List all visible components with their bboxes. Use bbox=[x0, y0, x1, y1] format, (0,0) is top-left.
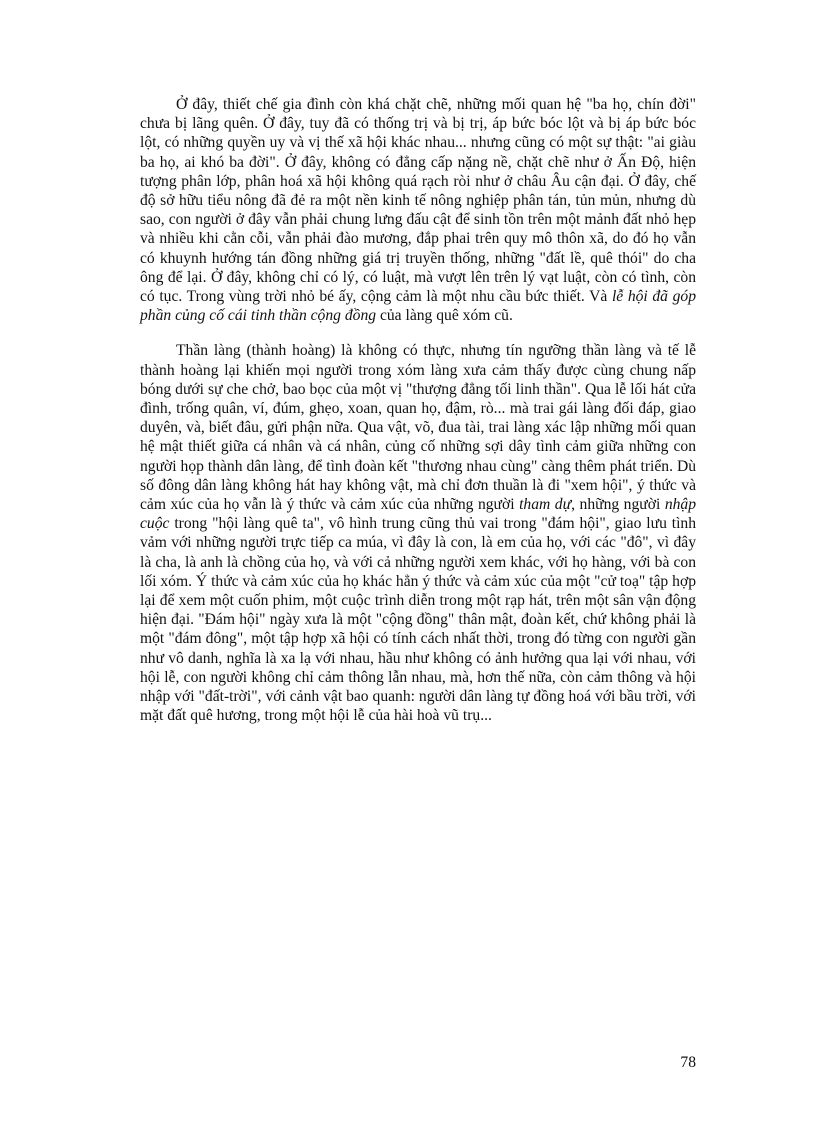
paragraph-2 bbox=[140, 341, 696, 725]
italic-text-run: lễ hội đã góp phần củng cố cái tinh thần cộng đồng bbox=[140, 288, 696, 325]
italic-text-run: tham dự bbox=[519, 496, 572, 514]
text-run: , những người bbox=[571, 496, 665, 514]
text-run: trong "hội làng quê ta", vô hình trung cũng thủ vai trong "đám hội", giao lưu tình vảm với những người trực tiếp ca múa, vì đây là con, là em của họ, với các "đô", vì đây là cha, là anh là chồng của họ, và với cả những người xem khác, với họ hàng, với bà con lối xóm. Ý thức và cảm xúc của họ khác hẳn ý thức và cảm xúc của một "cử toạ" tập hợp lại để xem một cuốn phim, một cuộc trình diễn trong một rạp hát, trên một sân vận động hiện đại. "Đám hội" ngày xưa là một "cộng đồng" thân mật, đoàn kết, chứ không phải là một "đám đông", một tập hợp xã hội có tính cách nhất thời, trong đó từng con người gần như vô danh, nghĩa là xa lạ với nhau, hầu như không có ảnh hưởng qua lại với nhau, với hội lễ, con người không chỉ cảm thông lẫn nhau, mà, hơn thế nữa, còn cảm thông và hội nhập với "đất-trời", với cảnh vật bao quanh: người dân làng tự đồng hoá với bầu trời, với mặt đất quê hương, trong một hội lễ của hài hoà vũ trụ... bbox=[140, 515, 696, 725]
body-text bbox=[140, 95, 696, 742]
page-number: 78 bbox=[680, 1054, 696, 1071]
paragraph-1 bbox=[140, 95, 696, 325]
text-run: Thần làng (thành hoàng) là không có thực, nhưng tín ngưỡng thần làng và tế lễ thành hoàng lại khiến mọi người trong xóm làng xưa cảm thấy được cùng chung nấp bóng dưới sự che chở, bao bọc của một vị "thượng đẳng tối linh thần". Qua lễ lối hát cửa đình, trống quân, ví, đúm, ghẹo, xoan, quan họ, đậm, rò... mà trai gái làng đối đáp, giao duyên, và, biết đâu, gửi phận nữa. Qua vật, võ, đua tài, trai làng xác lập những mối quan hệ mật thiết giữa cá nhân và cá nhân, củng cố những sợi dây tình cảm giữa những con người họp thành dân làng, để tình đoàn kết "thương nhau cùng" càng thêm phát triển. Dù số đông dân làng không hát hay không vật, mà chỉ đơn thuần là đi "xem hội", ý thức và cảm xúc của họ vẫn là ý thức và cảm xúc của những người bbox=[140, 342, 696, 514]
italic-text-run: nhập cuộc bbox=[140, 496, 697, 533]
text-run: của làng quê xóm cũ. bbox=[376, 307, 513, 325]
text-run: Ở đây, thiết chế gia đình còn khá chặt chẽ, những mối quan hệ "ba họ, chín đời" chưa bị lãng quên. Ở đây, tuy đã có thống trị và bị trị, áp bức bóc lột và bị áp bức bóc lột, có những quyền uy và vị thế xã hội khác nhau... nhưng cũng có một sự thật: "ai giàu ba họ, ai khó ba đời". Ở đây, không có đẳng cấp nặng nề, chặt chẽ như ở Ấn Độ, hiện tượng phân lớp, phân hoá xã hội không quá rạch ròi như ở châu Âu cận đại. Ở đây, chế độ sở hữu tiểu nông đã đẻ ra một nền kinh tế nông nghiệp phân tán, tủn mủn, nhưng dù sao, con người ở đây vẫn phải chung lưng đấu cật để sinh tồn trên một mảnh đất nhỏ hẹp và nhiều khi cằn cỗi, vẫn phải đào mương, đắp phai trên quy mô thôn xã, do đó họ vẫn có khuynh hướng tán đồng những giá trị truyền thống, những "đất lề, quê thói" do cha ông để lại. Ở đây, không chỉ có lý, có luật, mà vượt lên trên lý vạt luật, còn có tình, còn có tục. Trong vùng trời nhỏ bé ấy, cộng cảm là một nhu cầu bức thiết. Và bbox=[140, 96, 696, 306]
